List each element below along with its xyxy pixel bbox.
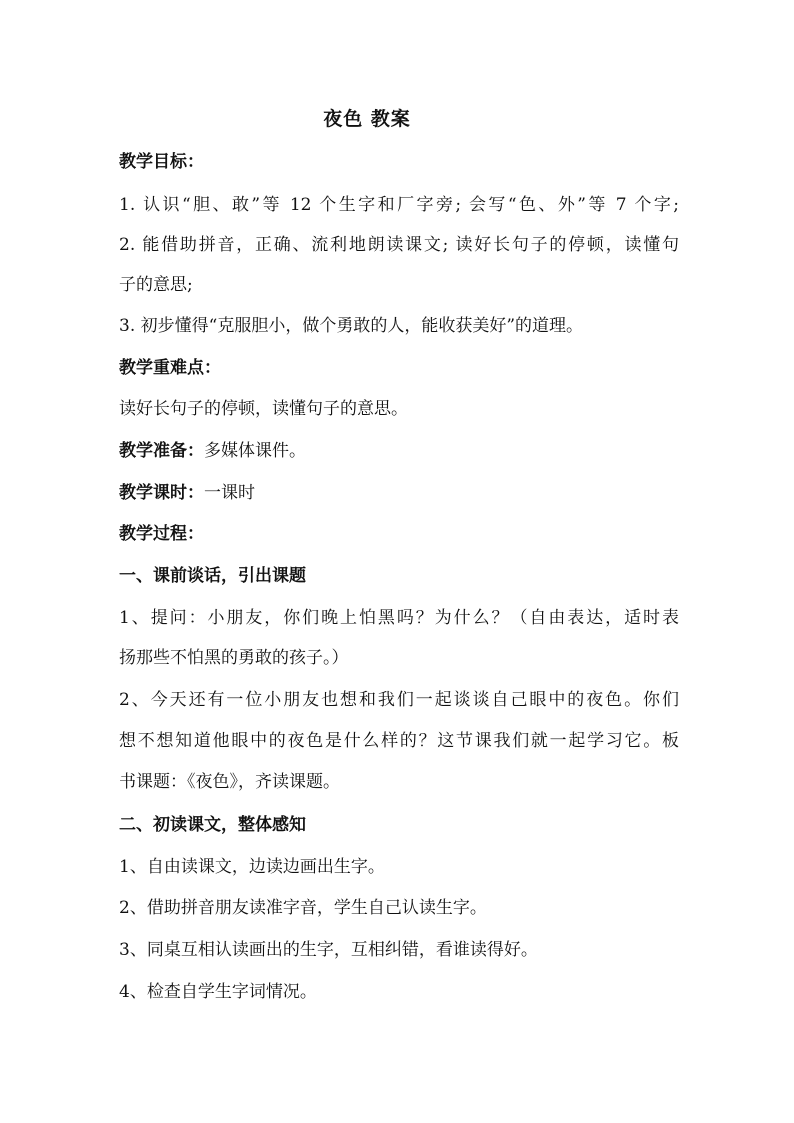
key-points-text: 读好长句子的停顿，读懂句子的意思。 [119,399,408,419]
section-2-item-4: 4、检查自学生字词情况。 [119,982,317,1002]
preparation-label: 教学准备： [119,441,204,461]
preparation-text: 多媒体课件。 [204,441,306,461]
process-heading: 教学过程： [119,524,204,544]
goal-item-1: 1. 认识“胆、敢”等 12 个生字和厂字旁; 会写“色、外”等 7 个字; [119,195,679,215]
section-2-item-3: 3、同桌互相认读画出的生字，互相纠错，看谁读得好。 [119,940,538,960]
goal-item-2-line-2: 子的意思; [119,275,193,295]
section-1-item-2-line-1: 2、今天还有一位小朋友也想和我们一起谈谈自己眼中的夜色。你们 [119,690,679,710]
class-hours-label: 教学课时： [119,483,204,503]
section-1-heading: 一、课前谈话，引出课题 [119,566,306,586]
class-hours-text: 一课时 [204,483,255,503]
page-title: 夜色 教案 [323,108,411,130]
class-hours-line [119,481,679,505]
key-points-heading: 教学重难点： [119,358,221,378]
preparation-line [119,439,679,463]
section-1-item-1-line-2: 扬那些不怕黑的勇敢的孩子。） [119,648,349,668]
goal-item-3: 3. 初步懂得“克服胆小，做个勇敢的人，能收获美好”的道理。 [119,316,584,336]
section-1-item-2-line-3: 书课题：《夜色》，齐读课题。 [119,772,340,792]
goal-heading: 教学目标： [119,152,204,172]
section-1-item-2-line-2: 想不想知道他眼中的夜色是什么样的？这节课我们就一起学习它。板 [119,731,679,751]
section-2-heading: 二、初读课文，整体感知 [119,815,306,835]
goal-item-2-line-1: 2. 能借助拼音，正确、流利地朗读课文; 读好长句子的停顿，读懂句 [119,235,679,255]
section-2-item-2: 2、借助拼音朋友读准字音，学生自己认读生字。 [119,898,487,918]
section-2-item-1: 1、自由读课文，边读边画出生字。 [119,857,385,877]
section-1-item-1-line-1: 1、提问：小朋友，你们晚上怕黑吗？为什么？（自由表达，适时表 [119,608,679,628]
